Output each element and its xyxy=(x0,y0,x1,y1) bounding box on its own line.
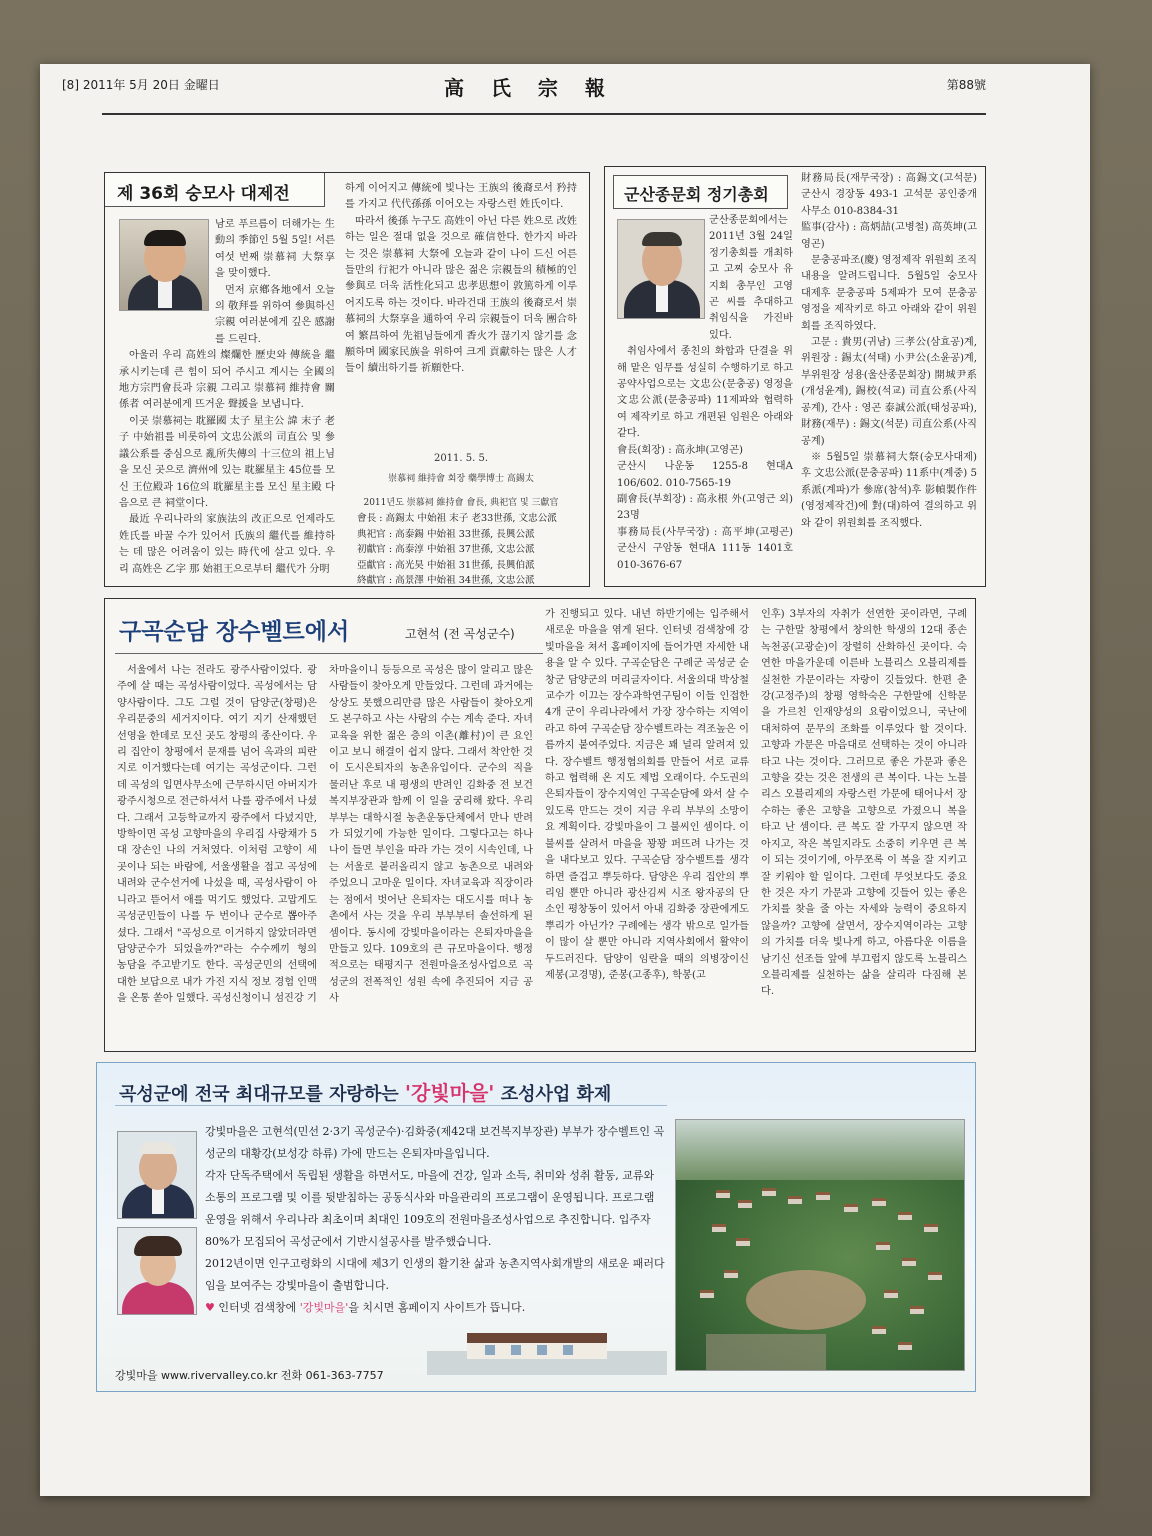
article-sungmosa xyxy=(104,172,590,587)
issue-date: [8] 2011年 5月 20日 金曜日 xyxy=(62,78,220,92)
masthead xyxy=(62,72,986,108)
list-item: 終獻官 : 高景澤 中始祖 34世孫, 文忠公派 xyxy=(357,575,535,586)
ad-search-accent: '강빛마을' xyxy=(299,1301,349,1314)
article-longevity-col1 xyxy=(117,663,317,1045)
paragraph: 서울에서 나는 전라도 광주사람이었다. 광주에 살 때는 곡성사람이었다. 곡성에서는 담양사람이다. 그도 그럴 것이 담양군(창평)은 우리문중의 세거지이다. 여기 지기 산재했던 선영을 한데로 모신 곳도 창평의 종산이다. 우리 집안이 창평에서 문재를 넘어 옥과의 피란지로 이거했다는데 여기는 곡성군이다. 그런데 곡성의 입면사무소에 근무하시던 아버지가 광주시청으로 전근하셔서 나를 광주에서 나셨다. 그래서 고등학교까지 광주에서 다녔지만, 방학이면 곡성 고향마을의 우리집 사랑채가 5대 장손인 나의 거처였다. 이처럼 고향이 세 곳이나 되는 바람에, 서울생활을 접고 곡성에 내려와 군수선거에 나섰을 때, 곡성사람이 아니라고 뜯어서 애를 먹기도 했었다. 고맙게도 곡성군민들이 나를 두 번이나 군수로 뽑아주셨다. 그래서 "곡성으로 이거하지 않았더라면 담양군수가 되었을까?"라는 수수께끼 형의 농담을 주고받기도 한다. 곡성군민의 선택에 대한 보답으로 내가 가진 지식 정보 경험 인맥을 온통 쏟아 일했다. 곡성신청이니 섬진강 기 xyxy=(117,665,317,1005)
ad-paragraph: 강빛마을은 고현석(민선 2·3기 곡성군수)·김화중(제42대 보건복지부장관) 부부가 장수벨트인 곡성군의 대황강(보성강 하류) 가에 만드는 은퇴자마을입니다. xyxy=(205,1125,665,1160)
paragraph: ※ 5월5일 崇慕祠大祭(숭모사대제)후 文忠公派(문충공파) 11系中(계중) 5系派(계파)가 參席(참석)후 影幀製作件(영정제작건)에 對(대)하여 결의하고 위와 같이 위원회를 조직했다. xyxy=(801,451,977,529)
article-gunsan-col1 xyxy=(617,213,793,583)
ad-portrait-wife xyxy=(117,1227,197,1315)
title-rule xyxy=(115,653,543,654)
ad-search-text-end: 을 치시면 홈페이지 사이트가 뜹니다. xyxy=(348,1301,526,1314)
article-sungmosa-col1 xyxy=(119,217,335,583)
article-sungmosa-col2 xyxy=(345,181,577,431)
issue-number: 第88號 xyxy=(946,78,986,92)
officer-list-heading: 2011년도 崇慕祠 維持會 會長, 典祀官 및 三獻官 xyxy=(363,498,559,508)
article-longevity-title: 구곡순담 장수벨트에서 xyxy=(119,619,350,645)
paragraph: 이곳 崇慕祠는 耽羅國 太子 星主公 諱 末子 老子 中始祖를 비롯하여 文忠公派의 司直公 및 參議公系를 중심으로 亂所失傳의 十三位의 祖上님을 모신 곳으로 濟州에 있는 耽羅星主 45位를 모신 王位殿과 16位의 耽羅星主를 모신 星主殿 다음으로 큰 祠堂이다. xyxy=(119,415,335,509)
article-longevity-col4 xyxy=(761,607,967,1045)
ad-text xyxy=(205,1121,665,1319)
paragraph: 문충공파조(慶) 영정제작 위원회 조직내용을 알려드립니다. 5월5일 숭모사 대제후 문충공파 5제파가 모여 문충공 영정을 제작키로 하고 아래와 같이 위원회를 조직하였다. xyxy=(801,255,977,332)
list-item: 會長(회장) : 高永坤(고영곤) xyxy=(617,444,743,456)
paragraph: 監事(감사) : 高炳喆(고병철) 高英坤(고영곤) xyxy=(801,222,977,250)
paragraph: 財務局長(재무국장) : 高錫文(고석문) 군산시 경장동 493-1 고석문 공인중개사무소 010-8384-31 xyxy=(801,173,977,217)
article-longevity-col3 xyxy=(545,607,749,1045)
paragraph: 하게 이어지고 傳統에 빛나는 王族의 後裔로서 矜持를 가지고 代代孫孫 이어오는 자랑스런 姓氏이다. xyxy=(345,183,577,211)
list-item: 典祀官 : 高泰錫 中始祖 33世孫, 長興公派 xyxy=(357,528,535,540)
article-byline: 고현석 (전 곡성군수) xyxy=(405,627,515,641)
paragraph: 最近 우리나라의 家族法의 改正으로 언제라도 姓氏를 바꿀 수가 있어서 氏族의 繼代를 維持하는 데 많은 어려움이 있는 時代에 살고 있다. 우리 高姓은 乙字 那 始祖王으로부터 繼代가 分明 xyxy=(119,514,335,575)
list-item: 事務局長(사무국장) : 高平坤(고평곤) 군산시 구암동 현대A 111동 1401호 010-3676-67 xyxy=(617,526,793,571)
ad-title xyxy=(119,1077,611,1106)
ad-contact-footer: 강빛마을 www.rivervalley.co.kr 전화 061-363-7757 xyxy=(115,1369,384,1382)
ad-portrait-husband xyxy=(117,1131,197,1219)
list-item: 군산시 나운동 1255-8 현대A 106/602. 010-7565-19 xyxy=(617,461,793,489)
paragraph: 먼저 京鄕各地에서 오늘의 敬拜를 위하여 參與하신 宗親 여러분에게 깊은 感謝를 드린다. xyxy=(215,284,335,345)
paragraph: 차마을이니 등등으로 곡성은 많이 알리고 많은 사람들이 찾아오게 만들었다. 그런데 과거에는 상상도 못했으리만큼 많은 사람들이 찾아오게도 본구하고 사는 사람의 수는 계속 준다. 자녀교육을 위한 젊은 층의 이촌(離村)이 큰 요인이고 보니 해결이 쉽지 않다. 그래서 착안한 것이 도시은퇴자의 농촌유입이다. 군수의 직을 물러난 후로 내 평생의 반려인 김화중 전 보건복지부장관과 함께 이 일을 궁리해 왔다. 우리 부부는 대학시절 농촌운동단체에서 만나 반려가 되었기에 가능한 일이다. 그렇다고는 하나 나이 들면 부인을 따라 가는 것이 시속인데, 나는 서울로 붙러올리지 않고 농촌으로 내려와 주었으니 고마운 일이다. 자녀교육과 직장이라는 점에서 벗어난 은퇴자는 대도시를 떠나 농촌에서 사는 것을 우리 부부부터 솔선하게 된 셈이다. 동시에 강빛마을이라는 은퇴자마을을 만들고 있다. 109호의 큰 규모마을이다. 행정적으로는 태평지구 전원마을조성사업으로 곡성군의 전폭적인 성원 속에 추진되어 지금 공사 xyxy=(329,665,533,1005)
paragraph: 따라서 後孫 누구도 高姓이 아닌 다른 姓으로 改姓하는 일은 절대 없을 것으로 確信한다. 한가지 바라는 것은 崇慕祠 大祭에 오늘과 같이 나이 드신 어른들만의 行祀가 아니라 많은 젊은 宗親들의 積極的인 參與로 더욱 活性化되고 忠孝思想이 敦篤하게 이루어지도록 하는 것이다. 바라건대 王族의 後裔로서 崇慕祠의 大祭享을 通하여 우리 宗親들이 더욱 團合하여 繁昌하여 先祖님들에게 香火가 끊기지 않기를 念願하며 國家民族을 위하여 크게 貢獻하는 많은 人才들이 續出하기를 祈願한다. xyxy=(345,215,577,375)
article-longevity-belt xyxy=(104,598,976,1052)
article-gunsan xyxy=(604,166,986,587)
ad-house-illustration xyxy=(427,1315,667,1375)
ad-title-accent: '강빛마을' xyxy=(404,1081,495,1105)
paragraph: 남로 푸르름이 더해가는 生動의 季節인 5월 5일! 서른 여섯 번째 崇慕祠 大祭享을 맞이했다. xyxy=(215,219,335,280)
paragraph: 아울러 우리 高姓의 燦爛한 歷史와 傳統을 繼承시키는데 큰 힘이 되어 주시고 계시는 全國의 地方宗門會長과 宗親 그리고 崇慕祠 維持會 關係者 여러분에게 뜨거운 聲援을 보냅니다. xyxy=(119,350,335,411)
officer-list xyxy=(357,511,581,589)
advertisement-gangbit-village xyxy=(96,1062,976,1392)
paragraph: 군산종문회에서는 2011년 3월 24일 정기총회를 개최하고 고찌 숭모사 유지회 총무인 고영곤 씨를 추대하고 취임식을 가진바 있다. xyxy=(709,215,793,341)
ad-paragraph: 각자 단독주택에서 독립된 생활을 하면서도, 마을에 건강, 일과 소득, 취미와 성취 활동, 교류와 소통의 프로그램 및 이를 뒷받침하는 공동식사와 마을관리의 프로그램이 운영됩니다. 프로그램 운영을 위해서 우리나라 최초이며 최대인 109호의 전원마을조성사업으로 추진합니다. 입주자 80%가 모집되어 곡성군에서 기반시설공사를 발주했습니다. xyxy=(205,1169,655,1248)
article-sungmosa-title: 제 36회 숭모사 대제전 xyxy=(105,173,325,207)
article-longevity-col2 xyxy=(329,663,533,1045)
list-item: 亞獻官 : 高光昊 中始祖 31世孫, 長興伯派 xyxy=(357,559,535,571)
ad-title-text: 곡성군에 전국 최대규모를 자랑하는 xyxy=(119,1084,405,1105)
ad-search-text: 인터넷 검색창에 xyxy=(218,1301,300,1314)
paragraph: 가 진행되고 있다. 내년 하반기에는 입주해서 새로운 마을을 엮게 된다. 인터넷 검색창에 강빛마을을 쳐서 홈페이지에 들어가면 자세한 내용을 알 수 있다. 구곡순담은 구례군 곡성군 순창군 담양군의 머리글자이다. 서울의대 박상철 교수가 이끄는 장수과학연구팀이 이들 인접한 4개 군이 우리나라에서 가장 장수하는 지역이라고 하여 구곡순담 장수벨트라는 격조높은 이름까지 붙여주었다. 지금은 꽤 널리 알려져 있다. 장수벨트 행정협의회를 만들어 서로 교류하고 협력해 온 지도 제법 오래이다. 수도권의 은퇴자들이 장수지역인 구곡순담에 와서 살 수 있도록 만드는 것이 지금 우리 부부의 소망이요 계획이다. 강빛마을이 그 불씨인 셈이다. 이 불씨를 살려서 마을을 꽝꽝 퍼뜨려 나가는 것을 내다보고 있다. 구곡순담 장수벨트를 생각하면 즐겁고 뿌듯하다. 담양은 우리 집안의 뿌리임 뿐만 아니라 광산김씨 시조 왕자공의 단소인 평창동이 있어서 아내 김화중 장관에게도 뿌리가 아닌가? 구례에는 생각 밖으로 일가들이 많이 살 뿐만 아니라 지역사회에서 활약이 두드러진다. 담양이 임란을 때의 의병장이신 제봉(고경명), 준봉(고종후), 학봉(고 xyxy=(545,609,749,981)
ad-paragraph: 2012년이면 인구고령화의 시대에 제3기 인생의 활기찬 삶과 농촌지역사회개발의 새로운 패러다임을 보여주는 강빛마을이 출범합니다. xyxy=(205,1257,665,1292)
paragraph: 취임사에서 종친의 화합과 단결을 위해 맡은 임무를 성실히 수행하기로 하고 공약사업으로는 文忠公(문충공) 영정을 文忠公派(문충공파) 11제파와 협력하여 제작키로 하고 개편된 임원은 아래와 같다. xyxy=(617,346,793,440)
article-signer: 崇慕祠 維持會 회장 藥學博士 高錫太 xyxy=(388,474,534,484)
paragraph: 고문 : 貴男(귀남) 三孝公(삼효공)계, 위원장 : 錫太(석태) 小尹公(소윤공)계, 부위원장 성용(울산종문회장) 開城尹系(개성윤계), 錫校(석교) 司直公系(사직공계), 간사 : 영곤 泰誠公派(태성공파), 財務(재무) : 錫文(석문) 司直公系(사직공계) xyxy=(801,337,977,447)
paragraph: 인후) 3부자의 자취가 선연한 곳이라면, 구례는 구한말 창평에서 창의한 학생의 12대 종손 녹천공(고광순)이 장렬히 산화하신 곳이다. 숙연한 마을가운데 이른바 노블리스 오블리제를 실천한 가문이라는 자랑이 깃들었다. 한편 춘강(고정주)의 창평 영학숙은 구한말에 신학문을 가르친 인재양성의 요람이었으니, 국난에 대처하여 문무의 조화를 이루었다 할 것이다. 고향과 가문은 마음대로 선택하는 것이 아니라 타고 나는 것이다. 그러므로 좋은 가문과 좋은 고향을 갖는 것은 전생의 큰 복이다. 나는 노블리스 오블리제의 자랑스런 가문에 태어나서 장수하는 좋은 고향을 고향으로 가졌으니 복을 타고 난 셈이다. 큰 복도 잘 가꾸지 않으면 작아지고, 작은 복일지라도 소중히 키우면 큰 복이 되는 것이기에, 아무쪼록 이 복을 잘 지키고 잘 키워야 할 일이다. 그런데 무엇보다도 중요한 것은 자기 가문과 고향에 깃들어 있는 좋은 가치를 찾을 줄 아는 자세와 능력이 중요하지 않을까? 고향에 살면서, 장수지역이라는 고향의 가치를 더욱 빛나게 하고, 아름다운 이름을 남기신 선조들 앞에 부끄럽지 않도록 노블리스 오블리제를 실천하는 삶을 살리라 다짐해 본다. xyxy=(761,609,967,998)
list-item: 副會長(부회장) : 高永根 外(고영근 외) 23명 xyxy=(617,493,793,522)
village-rendering-image xyxy=(675,1119,965,1371)
list-item: 初獻官 : 高泰淳 中始祖 37世孫, 文忠公派 xyxy=(357,544,535,555)
list-item: 會長 : 高錫太 中始祖 末子 老33世孫, 文忠公派 xyxy=(357,513,557,524)
article-gunsan-col2 xyxy=(801,171,977,583)
article-gunsan-title: 군산종문회 정기총회 xyxy=(613,175,788,209)
masthead-rule xyxy=(102,113,986,115)
heart-icon: ♥ xyxy=(205,1301,215,1314)
article-date: 2011. 5. 5. xyxy=(433,453,489,464)
paper-title: 高 氏 宗 報 xyxy=(444,76,615,100)
ad-title-rule xyxy=(115,1105,667,1106)
ad-title-text-end: 조성사업 화제 xyxy=(494,1084,612,1105)
